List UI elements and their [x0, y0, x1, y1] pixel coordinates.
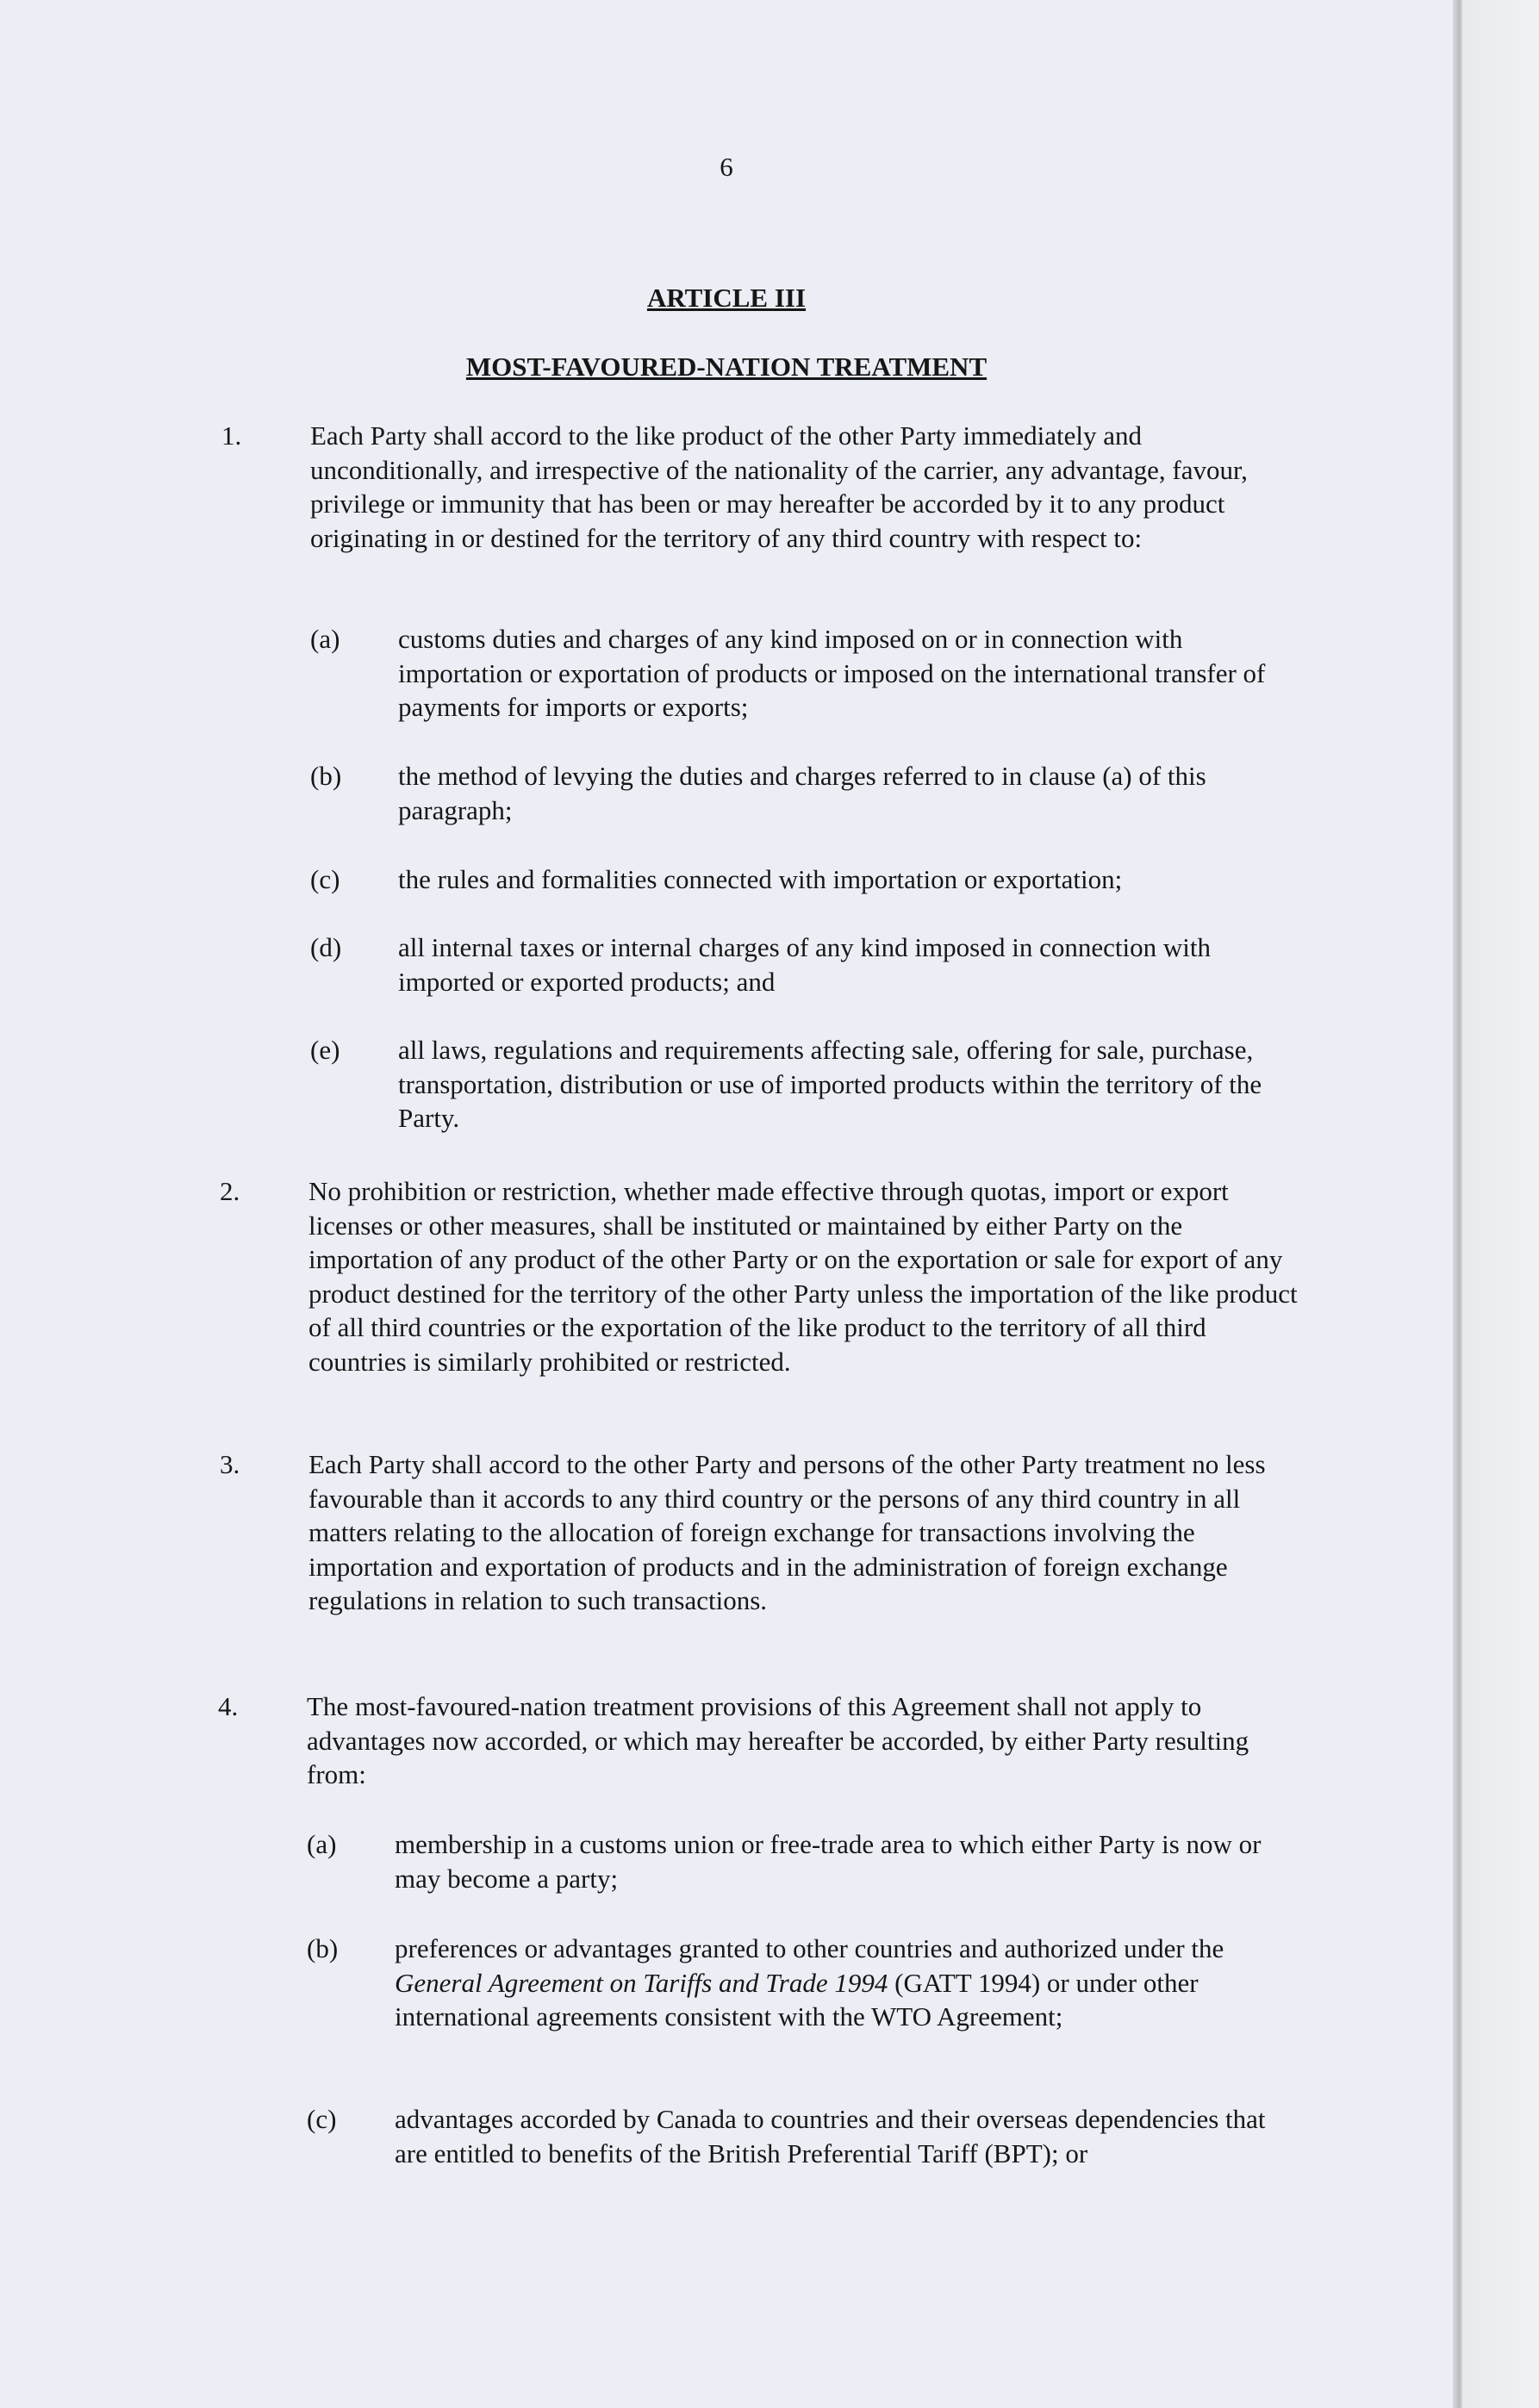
para1-item-b	[310, 759, 1303, 827]
page-number: 6	[720, 152, 733, 182]
para1-item-d	[310, 930, 1303, 999]
para4-item-b	[307, 1932, 1303, 2034]
item-text: all internal taxes or internal charges of any kind imposed in connection with imported or exported products; and	[398, 932, 1211, 997]
item-text: advantages accorded by Canada to countries and their overseas dependencies that are entitled to benefits of the British Preferential Tariff (BPT); or	[395, 2104, 1266, 2168]
item-label: (b)	[310, 761, 342, 791]
item-label: (c)	[310, 864, 340, 894]
item-label: (c)	[307, 2104, 337, 2134]
item-text: customs duties and charges of any kind imposed on or in connection with importation or exportation of products or imposed on the international transfer of payments for imports or exports;	[398, 624, 1266, 722]
paragraph-text: The most-favoured-nation treatment provisions of this Agreement shall not apply to advantages now accorded, or which may hereafter be accorded, by either Party resulting from:	[307, 1691, 1249, 1789]
item-label: (d)	[310, 932, 342, 962]
paragraph-4	[218, 1689, 1301, 1792]
item-text-before: preferences or advantages granted to other countries and authorized under the	[395, 1933, 1224, 1963]
para4-item-a	[307, 1827, 1303, 1895]
para1-item-e	[310, 1033, 1303, 1136]
para1-item-c	[310, 862, 1303, 897]
paragraph-text: No prohibition or restriction, whether made effective through quotas, import or export licenses or other measures, shall be instituted or maintained by either Party on the importation of any product of the other Party or on the exportation or sale for export of any product destined for the territory of the other Party unless the importation of the like product of all third countries or the exportation of the like product to the territory of all third countries is similarly prohibited or restricted.	[308, 1176, 1298, 1377]
article-heading: ARTICLE III	[646, 283, 807, 313]
paragraph-3	[220, 1447, 1301, 1618]
paragraph-number: 4.	[218, 1691, 239, 1721]
item-text: the rules and formalities connected with importation or exportation;	[398, 864, 1123, 894]
item-text: all laws, regulations and requirements affecting sale, offering for sale, purchase, transportation, distribution or use of imported products within the territory of the Party.	[398, 1035, 1262, 1133]
paragraph-number: 3.	[220, 1449, 240, 1479]
item-label: (a)	[307, 1829, 337, 1859]
paragraph-text: Each Party shall accord to the like product of the other Party immediately and unconditionally, and irrespective of the nationality of the carrier, any advantage, favour, privilege or immunity that has been or may hereafter be accorded by it to any product originating in or destined for the territory of any third country with respect to:	[310, 420, 1248, 553]
paragraph-1	[221, 419, 1301, 555]
para4-item-c	[307, 2102, 1303, 2170]
page-binding-edge	[1453, 0, 1539, 2408]
item-text: membership in a customs union or free-trade area to which either Party is now or may become a party;	[395, 1829, 1262, 1894]
para1-item-a	[310, 622, 1303, 725]
item-label: (a)	[310, 624, 340, 654]
paragraph-2	[220, 1174, 1301, 1378]
section-title: MOST-FAVOURED-NATION TREATMENT	[465, 352, 988, 382]
item-label: (b)	[307, 1933, 339, 1963]
paragraph-text: Each Party shall accord to the other Party and persons of the other Party treatment no less favourable than it accords to any third country or the persons of any third country in all matters relating to the allocation of foreign exchange for transactions involving the importation and exportation of products and in the administration of foreign exchange regulations in relation to such transactions.	[308, 1449, 1266, 1615]
item-text	[395, 1932, 1303, 2034]
paragraph-number: 1.	[221, 420, 242, 451]
item-text-after: (GATT 1994) or under other international agreements consistent with the WTO Agreement;	[395, 1967, 1199, 2032]
item-text: the method of levying the duties and charges referred to in clause (a) of this paragraph;	[398, 761, 1206, 825]
gatt-title: General Agreement on Tariffs and Trade 1994	[395, 1967, 888, 1998]
paragraph-number: 2.	[220, 1176, 240, 1206]
item-label: (e)	[310, 1035, 340, 1065]
